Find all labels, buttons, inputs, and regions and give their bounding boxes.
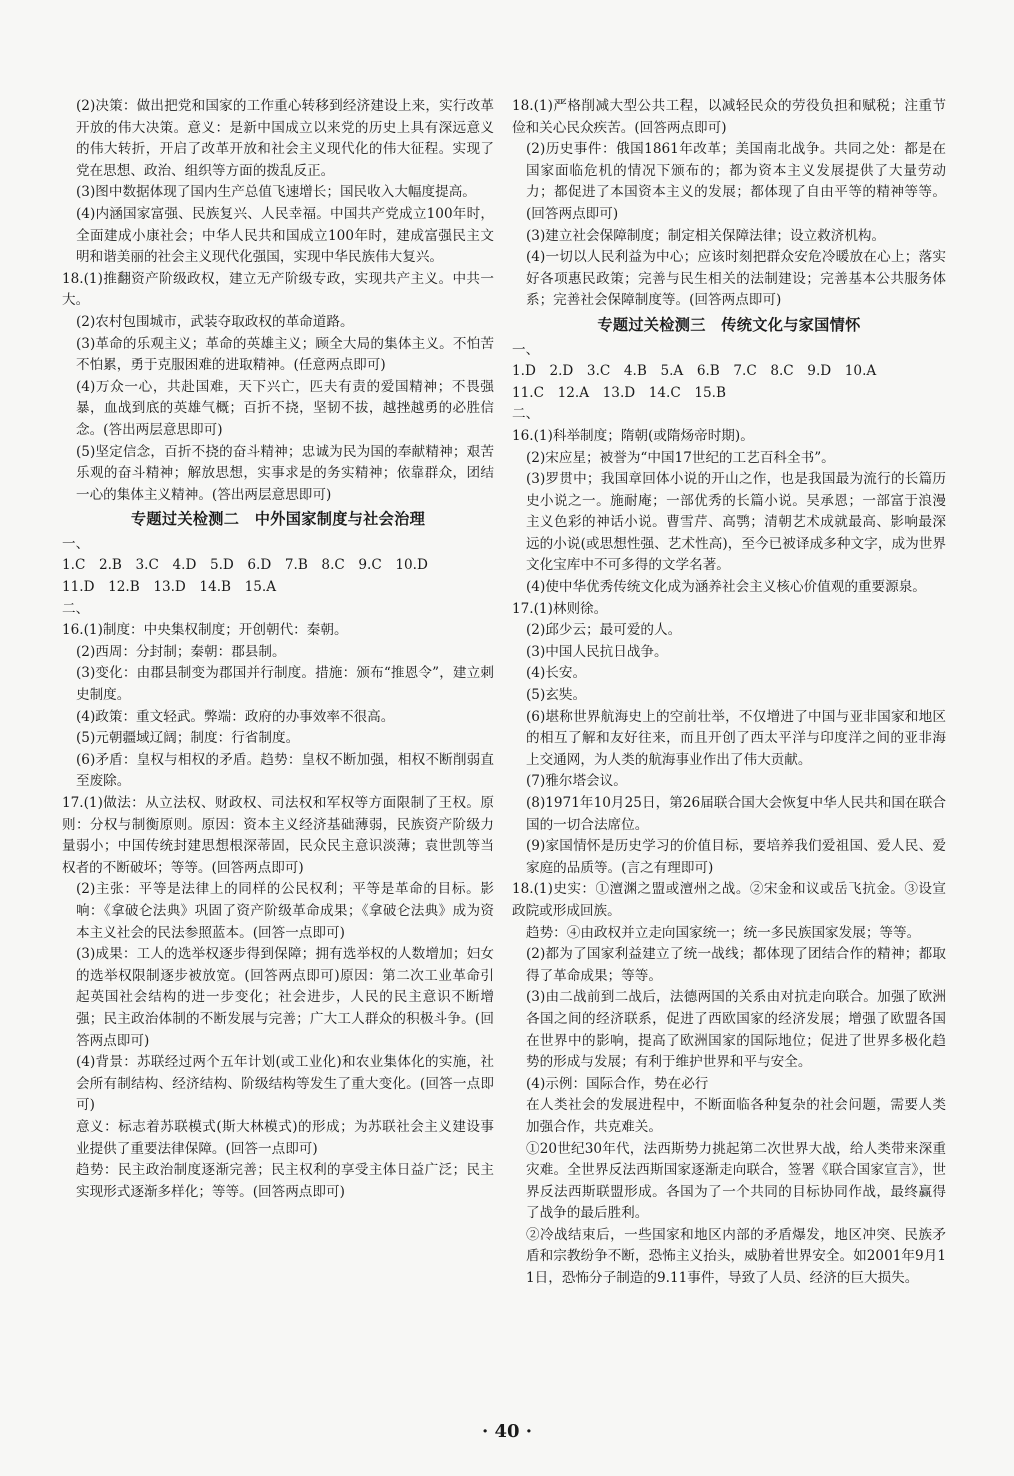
right-paragraph: (6)堪称世界航海史上的空前壮举，不仅增进了中国与亚非国家和地区的相互了解和友好往来，而且开创了西太平洋与印度洋之间的亚非海上交通网，为人类的航海事业作出了伟大贡献。 bbox=[526, 708, 946, 768]
left-paragraph: (2)农村包围城市，武装夺取政权的革命道路。 bbox=[76, 313, 354, 330]
right-paragraph: (5)玄奘。 bbox=[526, 687, 587, 704]
left-paragraph: (3)变化：由郡县制变为郡国并行制度。措施：颁布“推恩令”，建立刺史制度。 bbox=[76, 665, 494, 704]
right-paragraph: (2)邱少云；最可爱的人。 bbox=[526, 622, 682, 639]
left-paragraph: (3)图中数据体现了国内生产总值飞速增长；国民收入大幅度提高。 bbox=[76, 184, 476, 201]
right-paragraph: (2)历史事件：俄国1861年改革；美国南北战争。共同之处：都是在国家面临危机的情况下颁布的；都为资本主义发展提供了大量劳动力；都促进了本国资本主义的发展；都体现了自由平等的精神等等。(回答两点即可) bbox=[526, 141, 946, 222]
right-paragraph: (9)家国情怀是历史学习的价值目标，要培养我们爱祖国、爱人民、爱家庭的品质等。(言之有理即可) bbox=[526, 838, 946, 876]
left-paragraph: (6)矛盾：皇权与相权的矛盾。趋势：皇权不断加强，相权不断削弱直至废除。 bbox=[76, 751, 494, 790]
right-paragraph: 二、 bbox=[512, 406, 540, 423]
left-section-title: 专题过关检测二 中外国家制度与社会治理 bbox=[130, 510, 426, 529]
right-paragraph: (4)使中华优秀传统文化成为涵养社会主义核心价值观的重要源泉。 bbox=[526, 579, 926, 596]
right-paragraph: (2)都为了国家利益建立了统一战线；都体现了团结合作的精神；都取得了革命成果；等等。 bbox=[526, 946, 946, 984]
left-paragraph: 17.(1)做法：从立法权、财政权、司法权和军权等方面限制了王权。原则：分权与制衡原则。原因：资本主义经济基础薄弱，民族资产阶级力量弱小；中国传统封建思想根深蒂固，民众民主意识淡薄；袁世凯等当权者的不断破坏；等等。(回答两点即可) bbox=[62, 795, 494, 876]
right-paragraph: (7)雅尔塔会议。 bbox=[526, 773, 627, 790]
right-paragraph: 16.(1)科举制度；隋朝(或隋炀帝时期)。 bbox=[512, 427, 754, 444]
right-paragraph: ①20世纪30年代，法西斯势力挑起第二次世界大战，给人类带来深重灾难。全世界反法西斯国家逐渐走向联合，签署《联合国家宣言》，世界反法西斯联盟形成。各国为了一个共同的目标协同作战，最终赢得了战争的最后胜利。 bbox=[526, 1140, 946, 1222]
left-paragraph: (4)背景：苏联经过两个五年计划(或工业化)和农业集体化的实施，社会所有制结构、经济结构、阶级结构等发生了重大变化。(回答一点即可) bbox=[76, 1054, 494, 1114]
left-paragraph: (4)万众一心，共赴国难，天下兴亡，匹夫有责的爱国精神；不畏强暴，血战到底的英雄气概；百折不挠，坚韧不拔，越挫越勇的必胜信念。(答出两层意思即可) bbox=[76, 378, 494, 438]
left-paragraph: (2)决策：做出把党和国家的工作重心转移到经济建设上来，实行改革开放的伟大决策。意义：是新中国成立以来党的历史上具有深远意义的伟大转折，开启了改革开放和社会主义现代化的伟大征程。实现了党在思想、政治、组织等方面的拨乱反正。 bbox=[76, 98, 494, 179]
right-paragraph: (3)建立社会保障制度；制定相关保障法律；设立救济机构。 bbox=[526, 227, 886, 244]
right-paragraph: 一、 bbox=[512, 341, 540, 358]
left-paragraph: (3)成果：工人的选举权逐步得到保障；拥有选举权的人数增加；妇女的选举权限制逐步被放宽。(回答两点即可)原因：第二次工业革命引起英国社会结构的进一步变化；社会进步，人民的民主意识不断增强；民主政治体制的不断发展与完善；广大工人群众的积极斗争。(回答两点即可) bbox=[76, 946, 494, 1049]
left-paragraph: (4)内涵国家富强、民族复兴、人民幸福。中国共产党成立100年时，全面建成小康社会；中华人民共和国成立100年时，建成富强民主文明和谐美丽的社会主义现代化强国，实现中华民族伟大复兴。 bbox=[76, 205, 494, 266]
right-paragraph: 在人类社会的发展进程中，不断面临各种复杂的社会问题，需要人类加强合作，共克难关。 bbox=[526, 1097, 946, 1135]
right-paragraph: 趋势：④由政权并立走向国家统一；统一多民族国家发展；等等。 bbox=[526, 924, 921, 941]
left-paragraph: (2)主张：平等是法律上的同样的公民权利；平等是革命的目标。影响：《拿破仑法典》巩固了资产阶级革命成果；《拿破仑法典》成为资本主义社会的民法参照蓝本。(回答一点即可) bbox=[76, 881, 494, 941]
left-paragraph: 1.C 2.B 3.C 4.D 5.D 6.D 7.B 8.C 9.C 10.D bbox=[62, 557, 428, 574]
right-paragraph: (8)1971年10月25日，第26届联合国大会恢复中华人民共和国在联合国的一切合法席位。 bbox=[526, 795, 946, 833]
right-paragraph: (4)一切以人民利益为中心；应该时刻把群众安危冷暖放在心上；落实好各项惠民政策；完善与民生相关的法制建设；完善基本公共服务体系；完善社会保障制度等。(回答两点即可) bbox=[526, 249, 946, 309]
right-paragraph: (4)长安。 bbox=[526, 665, 587, 682]
right-paragraph: 17.(1)林则徐。 bbox=[512, 600, 608, 617]
left-paragraph: 16.(1)制度：中央集权制度；开创朝代：秦朝。 bbox=[62, 622, 348, 639]
right-paragraph: (3)罗贯中；我国章回体小说的开山之作，也是我国最为流行的长篇历史小说之一。施耐庵；一部优秀的长篇小说。吴承恩；一部富于浪漫主义色彩的神话小说。曹雪芹、高鹗；清朝艺术成就最高、影响最深远的小说(或思想性强、艺术性高)，至今已被译成多种文字，成为世界文化宝库中不可多得的文学名著。 bbox=[526, 471, 946, 574]
right-paragraph: 1.D 2.D 3.C 4.B 5.A 6.B 7.C 8.C 9.D 10.A bbox=[512, 363, 877, 380]
right-paragraph: 11.C 12.A 13.D 14.C 15.B bbox=[512, 384, 726, 401]
left-paragraph: 二、 bbox=[62, 600, 90, 617]
right-paragraph: (2)宋应星；被誉为“中国17世纪的工艺百科全书”。 bbox=[526, 449, 835, 466]
right-paragraph: 18.(1)严格削减大型公共工程，以减轻民众的劳役负担和赋税；注重节俭和关心民众疾苦。(回答两点即可) bbox=[512, 98, 946, 136]
left-paragraph: 趋势：民主政治制度逐渐完善；民主权利的享受主体日益广泛；民主实现形式逐渐多样化；等等。(回答两点即可) bbox=[76, 1162, 494, 1200]
left-paragraph: (5)元朝疆域辽阔；制度：行省制度。 bbox=[76, 730, 300, 747]
right-section-title: 专题过关检测三 传统文化与家国情怀 bbox=[597, 315, 861, 334]
page-number: · 40 · bbox=[481, 1421, 533, 1442]
right-paragraph: 18.(1)史实：①澶渊之盟或澶州之战。②宋金和议或岳飞抗金。③设宣政院或形成回族。 bbox=[512, 881, 946, 919]
right-paragraph: (3)中国人民抗日战争。 bbox=[526, 643, 668, 660]
left-paragraph: 18.(1)推翻资产阶级政权，建立无产阶级专政，实现共产主义。中共一大。 bbox=[62, 270, 494, 309]
left-paragraph: 意义：标志着苏联模式(斯大林模式)的形成；为苏联社会主义建设事业提供了重要法律保障。(回答一点即可) bbox=[76, 1118, 494, 1157]
left-paragraph: (2)西周：分封制；秦朝：郡县制。 bbox=[76, 643, 286, 660]
right-column bbox=[512, 96, 946, 1290]
left-paragraph: 11.D 12.B 13.D 14.B 15.A bbox=[62, 579, 277, 596]
left-paragraph: (5)坚定信念，百折不挠的奋斗精神；忠诚为民为国的奉献精神；艰苦乐观的奋斗精神；解放思想，实事求是的务实精神；依靠群众，团结一心的集体主义精神。(答出两层意思即可) bbox=[76, 443, 494, 503]
right-paragraph: (3)由二战前到二战后，法德两国的关系由对抗走向联合。加强了欧洲各国之间的经济联系，促进了西欧国家的经济发展；增强了欧盟各国在世界中的影响，提高了欧洲国家的国际地位；促进了世界多极化趋势的形成与发展；有利于维护世界和平与安全。 bbox=[526, 989, 946, 1071]
right-paragraph: ②冷战结束后，一些国家和地区内部的矛盾爆发，地区冲突、民族矛盾和宗教纷争不断，恐怖主义抬头，威胁着世界安全。如2001年9月11日，恐怖分子制造的9.11事件，导致了人员、经济的巨大损失。 bbox=[526, 1226, 946, 1287]
left-paragraph: 一、 bbox=[62, 535, 90, 552]
left-paragraph: (4)政策：重文轻武。弊端：政府的办事效率不很高。 bbox=[76, 708, 395, 725]
right-paragraph: (4)示例：国际合作，势在必行 bbox=[526, 1075, 709, 1092]
left-column bbox=[62, 96, 494, 1203]
left-paragraph: (3)革命的乐观主义；革命的英雄主义；顾全大局的集体主义。不怕苦不怕累，勇于克服困难的进取精神。(任意两点即可) bbox=[76, 335, 494, 374]
